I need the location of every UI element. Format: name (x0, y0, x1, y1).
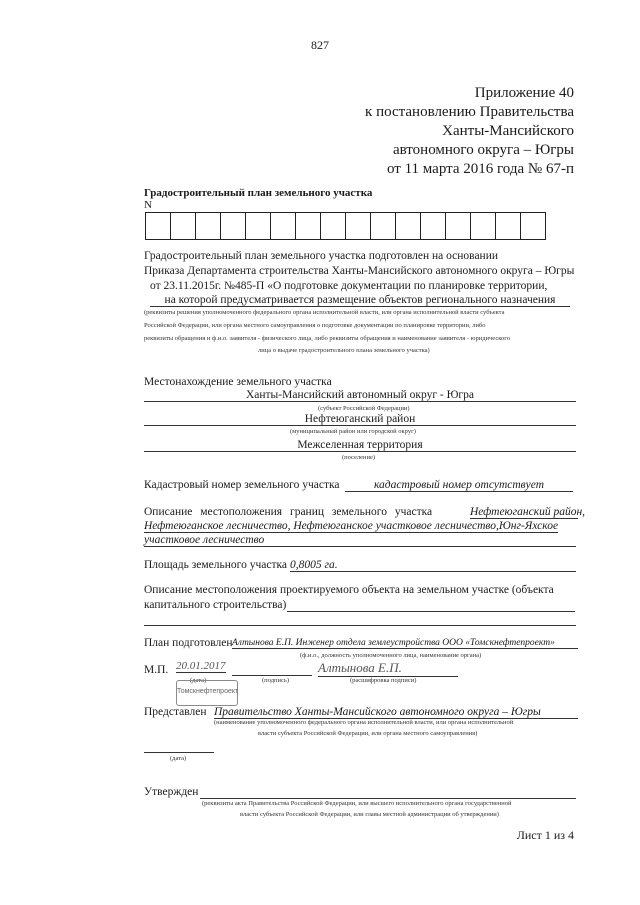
project-line: капитального строительства) (144, 599, 287, 611)
prepared-date: 20.01.2017 (176, 660, 226, 672)
number-cell (320, 212, 346, 240)
basis-note: (реквизиты решения уполномоченного федерального органа исполнительной власти, или органа исполнительной власти субъекта (144, 309, 505, 316)
appendix-header (365, 84, 574, 179)
approved-label: Утвержден (144, 786, 199, 798)
appendix-line: Ханты-Мансийского (442, 123, 574, 139)
number-label: N (144, 199, 152, 211)
approved-note: власти субъекта Российской Федерации, или главы местной администрации об утверждении) (240, 811, 499, 818)
presented-note: (наименование уполномоченного федерального органа исполнительной власти, или органа исполнительной (214, 719, 514, 726)
approved-note: (реквизиты акта Правительства Российской Федерации, или высшего исполнительного органа государственной (202, 800, 512, 807)
signature-decode: Алтынова Е.П. (318, 660, 458, 677)
prepared-value: Алтынова Е.П. Инженер отдела землеустройства ООО «Томскнефтепроект» (232, 638, 578, 649)
presented-note: власти субъекта Российской Федерации, или органа местного самоуправления) (258, 730, 478, 737)
boundary-value: Нефтеюганское лесничество, Нефтеюганское участковое лесничество,Юнг-Яхское (144, 520, 559, 532)
appendix-line: Приложение 40 (474, 85, 574, 101)
basis-note: Российской Федерации, или органа местного самоуправления о подготовке документации по планировке территории, либо (144, 322, 486, 329)
basis-note: реквизиты обращения и ф.и.о. заявителя - физического лица, либо реквизиты обращения и наименование заявителя - юридического (144, 335, 511, 342)
date-note: (дата) (190, 677, 207, 684)
appendix-line: от 11 марта 2016 года № 67-п (386, 161, 574, 177)
number-cell (295, 212, 321, 240)
cadastral-value: кадастровый номер отсутствует (345, 479, 573, 492)
basis-line: от 23.11.2015г. №485-П «О подготовке документации по планировке территории, (150, 280, 548, 292)
decode-note: (расшифровка подписи) (350, 677, 417, 684)
number-cell (420, 212, 446, 240)
number-cell (195, 212, 221, 240)
presented-date-line (144, 752, 214, 753)
basis-line: Приказа Департамента строительства Ханты-Мансийского автономного округа – Югры (144, 265, 575, 277)
area-label: Площадь земельного участка (144, 559, 287, 571)
presented-date-note: (дата) (170, 755, 187, 762)
sheet-number: Лист 1 из 4 (516, 828, 574, 842)
basis-line: на которой предусматривается размещение объектов регионального назначения (150, 294, 570, 307)
boundary-label: Описание местоположения границ земельного участка (144, 506, 433, 518)
number-cell (170, 212, 196, 240)
number-cell (470, 212, 496, 240)
signature-line (232, 675, 312, 676)
basis-intro: Градостроительный план земельного участка подготовлен на основании (144, 250, 499, 262)
boundary-value: участковое лесничество (144, 534, 576, 547)
location-district-note: (муниципальный район или городской округ) (290, 428, 416, 435)
page-number: 827 (311, 38, 329, 52)
location-settlement: Межселенная территория (144, 439, 576, 452)
number-cell (270, 212, 296, 240)
number-cell (245, 212, 271, 240)
location-subject-note: (субъект Российской Федерации) (318, 405, 410, 412)
number-cell (495, 212, 521, 240)
prepared-note: (ф.и.о., должность уполномоченного лица, наименование органа) (300, 652, 482, 659)
project-underline (287, 611, 575, 612)
location-label: Местонахождение земельного участка (144, 376, 332, 388)
presented-label: Представлен (144, 706, 207, 718)
number-cell (445, 212, 471, 240)
number-cell (370, 212, 396, 240)
approved-underline (200, 798, 576, 799)
number-cell (520, 212, 546, 240)
number-cell (345, 212, 371, 240)
number-cell (395, 212, 421, 240)
mp-label: М.П. (144, 664, 169, 676)
area-value: 0,8005 га. (290, 559, 576, 572)
location-settlement-note: (поселение) (342, 454, 376, 461)
project-underline (144, 625, 576, 626)
number-cell (220, 212, 246, 240)
cadastral-label: Кадастровый номер земельного участка (144, 479, 340, 491)
project-line: Описание местоположения проектируемого объекта на земельном участке (объекта (144, 584, 554, 596)
number-cells (146, 212, 546, 240)
document-title: Градостроительный план земельного участка (144, 187, 373, 199)
company-stamp: Томскнефтепроект (176, 680, 238, 706)
location-district: Нефтеюганский район (144, 413, 576, 426)
appendix-line: автономного округа – Югры (392, 142, 574, 158)
number-cell (145, 212, 171, 240)
location-subject: Ханты-Мансийский автономный округ - Югра (144, 389, 576, 402)
boundary-value: Нефтеюганский район, (470, 506, 586, 518)
prepared-label: План подготовлен (144, 637, 233, 649)
basis-note: лица о выдаче градостроительного плана земельного участка) (258, 347, 430, 354)
sign-note: (подпись) (262, 677, 289, 684)
presented-value: Правительство Ханты-Мансийского автономного округа – Югры (214, 706, 578, 719)
appendix-line: к постановлению Правительства (365, 104, 574, 120)
